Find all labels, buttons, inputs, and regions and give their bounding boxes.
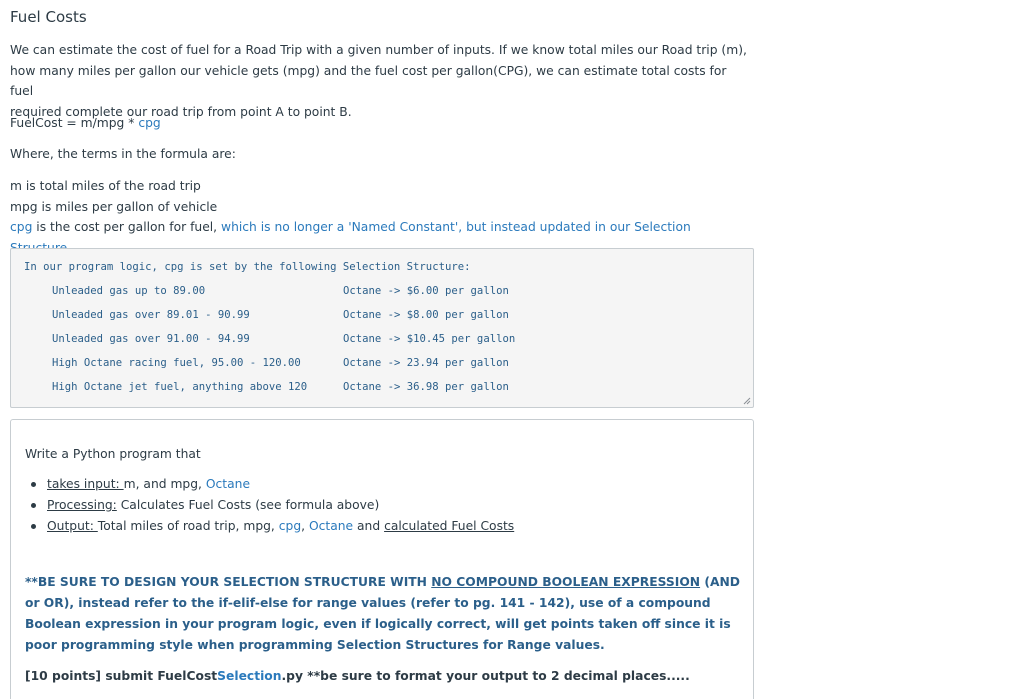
task-box [10, 419, 754, 699]
code-price: Octane -> $8.00 per gallon [343, 309, 509, 321]
code-range: Unleaded gas up to 89.00 [52, 285, 206, 297]
warn-part-a: **BE SURE TO DESIGN YOUR SELECTION STRUCTURE WITH [25, 575, 432, 589]
code-price: Octane -> $6.00 per gallon [343, 285, 509, 297]
output-text: Total miles of road trip, mpg, [97, 519, 279, 533]
code-price: Octane -> 36.98 per gallon [343, 381, 509, 393]
submit-part-a: [10 points] submit FuelCost [25, 669, 218, 683]
bullet-icon [31, 524, 36, 529]
code-range: High Octane racing fuel, 95.00 - 120.00 [52, 357, 301, 369]
term-cpg-text: is the cost per gallon for fuel, [32, 220, 222, 234]
page-title: Fuel Costs [10, 8, 87, 26]
code-block[interactable] [10, 248, 754, 408]
selection-warning [25, 572, 745, 656]
formula-text: FuelCost = m/mpg * [10, 116, 139, 130]
code-header: In our program logic, cpg is set by the following Selection Structure: [24, 261, 471, 273]
terms-list [10, 176, 750, 258]
list-item-output [25, 516, 514, 537]
input-label: takes input: [47, 477, 124, 491]
intro-paragraph [10, 40, 750, 122]
resize-handle-icon[interactable] [743, 397, 751, 405]
list-item-input [25, 474, 514, 495]
term-cpg-note: which is no longer a 'Named Constant', but instead updated in our Selection [221, 220, 691, 234]
input-octane: Octane [205, 477, 251, 491]
term-m: m is total miles of the road trip [10, 179, 201, 193]
submit-part-c: .py **be sure to format your output to 2 decimal places..... [281, 669, 690, 683]
output-octane: Octane [308, 519, 354, 533]
output-cpg: cpg [278, 519, 302, 533]
task-list [25, 474, 514, 537]
code-range: High Octane jet fuel, anything above 120 [52, 381, 308, 393]
code-price: Octane -> $10.45 per gallon [343, 333, 516, 345]
code-range: Unleaded gas over 91.00 - 94.99 [52, 333, 250, 345]
where-text: Where, the terms in the formula are: [10, 147, 236, 161]
task-heading: Write a Python program that [25, 447, 201, 461]
processing-text: Calculates Fuel Costs (see formula above) [116, 498, 380, 512]
output-calc: calculated Fuel Costs [384, 519, 515, 533]
processing-label: Processing: [47, 498, 117, 512]
input-text: m, and mpg, [123, 477, 206, 491]
code-price: Octane -> 23.94 per gallon [343, 357, 509, 369]
formula [10, 113, 750, 134]
submit-part-b: Selection [217, 669, 282, 683]
output-comma: , [301, 519, 309, 533]
bullet-icon [31, 482, 36, 487]
intro-line: how many miles per gallon our vehicle gets (mpg) and the fuel cost per gallon(CPG), we can estimate total costs for fuel [10, 63, 727, 98]
output-and: and [353, 519, 385, 533]
bullet-icon [31, 503, 36, 508]
warn-part-c: (AND or OR), instead refer to the if-elif-else for range values (refer to pg. 141 - 142), use of a compound Boolean expression in your program logic, even if logically correct, will get points taken off since it is poor programming style when programming Selection Structures for Range values. [25, 575, 740, 652]
intro-line: required complete our road trip from point A to point B. [10, 104, 352, 119]
term-cpg-name: cpg [10, 220, 33, 234]
code-range: Unleaded gas over 89.01 - 90.99 [52, 309, 250, 321]
list-item-processing [25, 495, 514, 516]
warn-part-b: NO COMPOUND BOOLEAN EXPRESSION [431, 575, 701, 589]
formula-cpg: cpg [138, 116, 161, 130]
intro-line: We can estimate the cost of fuel for a Road Trip with a given number of inputs. If we know total miles our Road trip (m), [10, 43, 747, 57]
term-mpg: mpg is miles per gallon of vehicle [10, 199, 218, 214]
output-label: Output: [47, 519, 98, 533]
submit-instructions [25, 666, 690, 687]
